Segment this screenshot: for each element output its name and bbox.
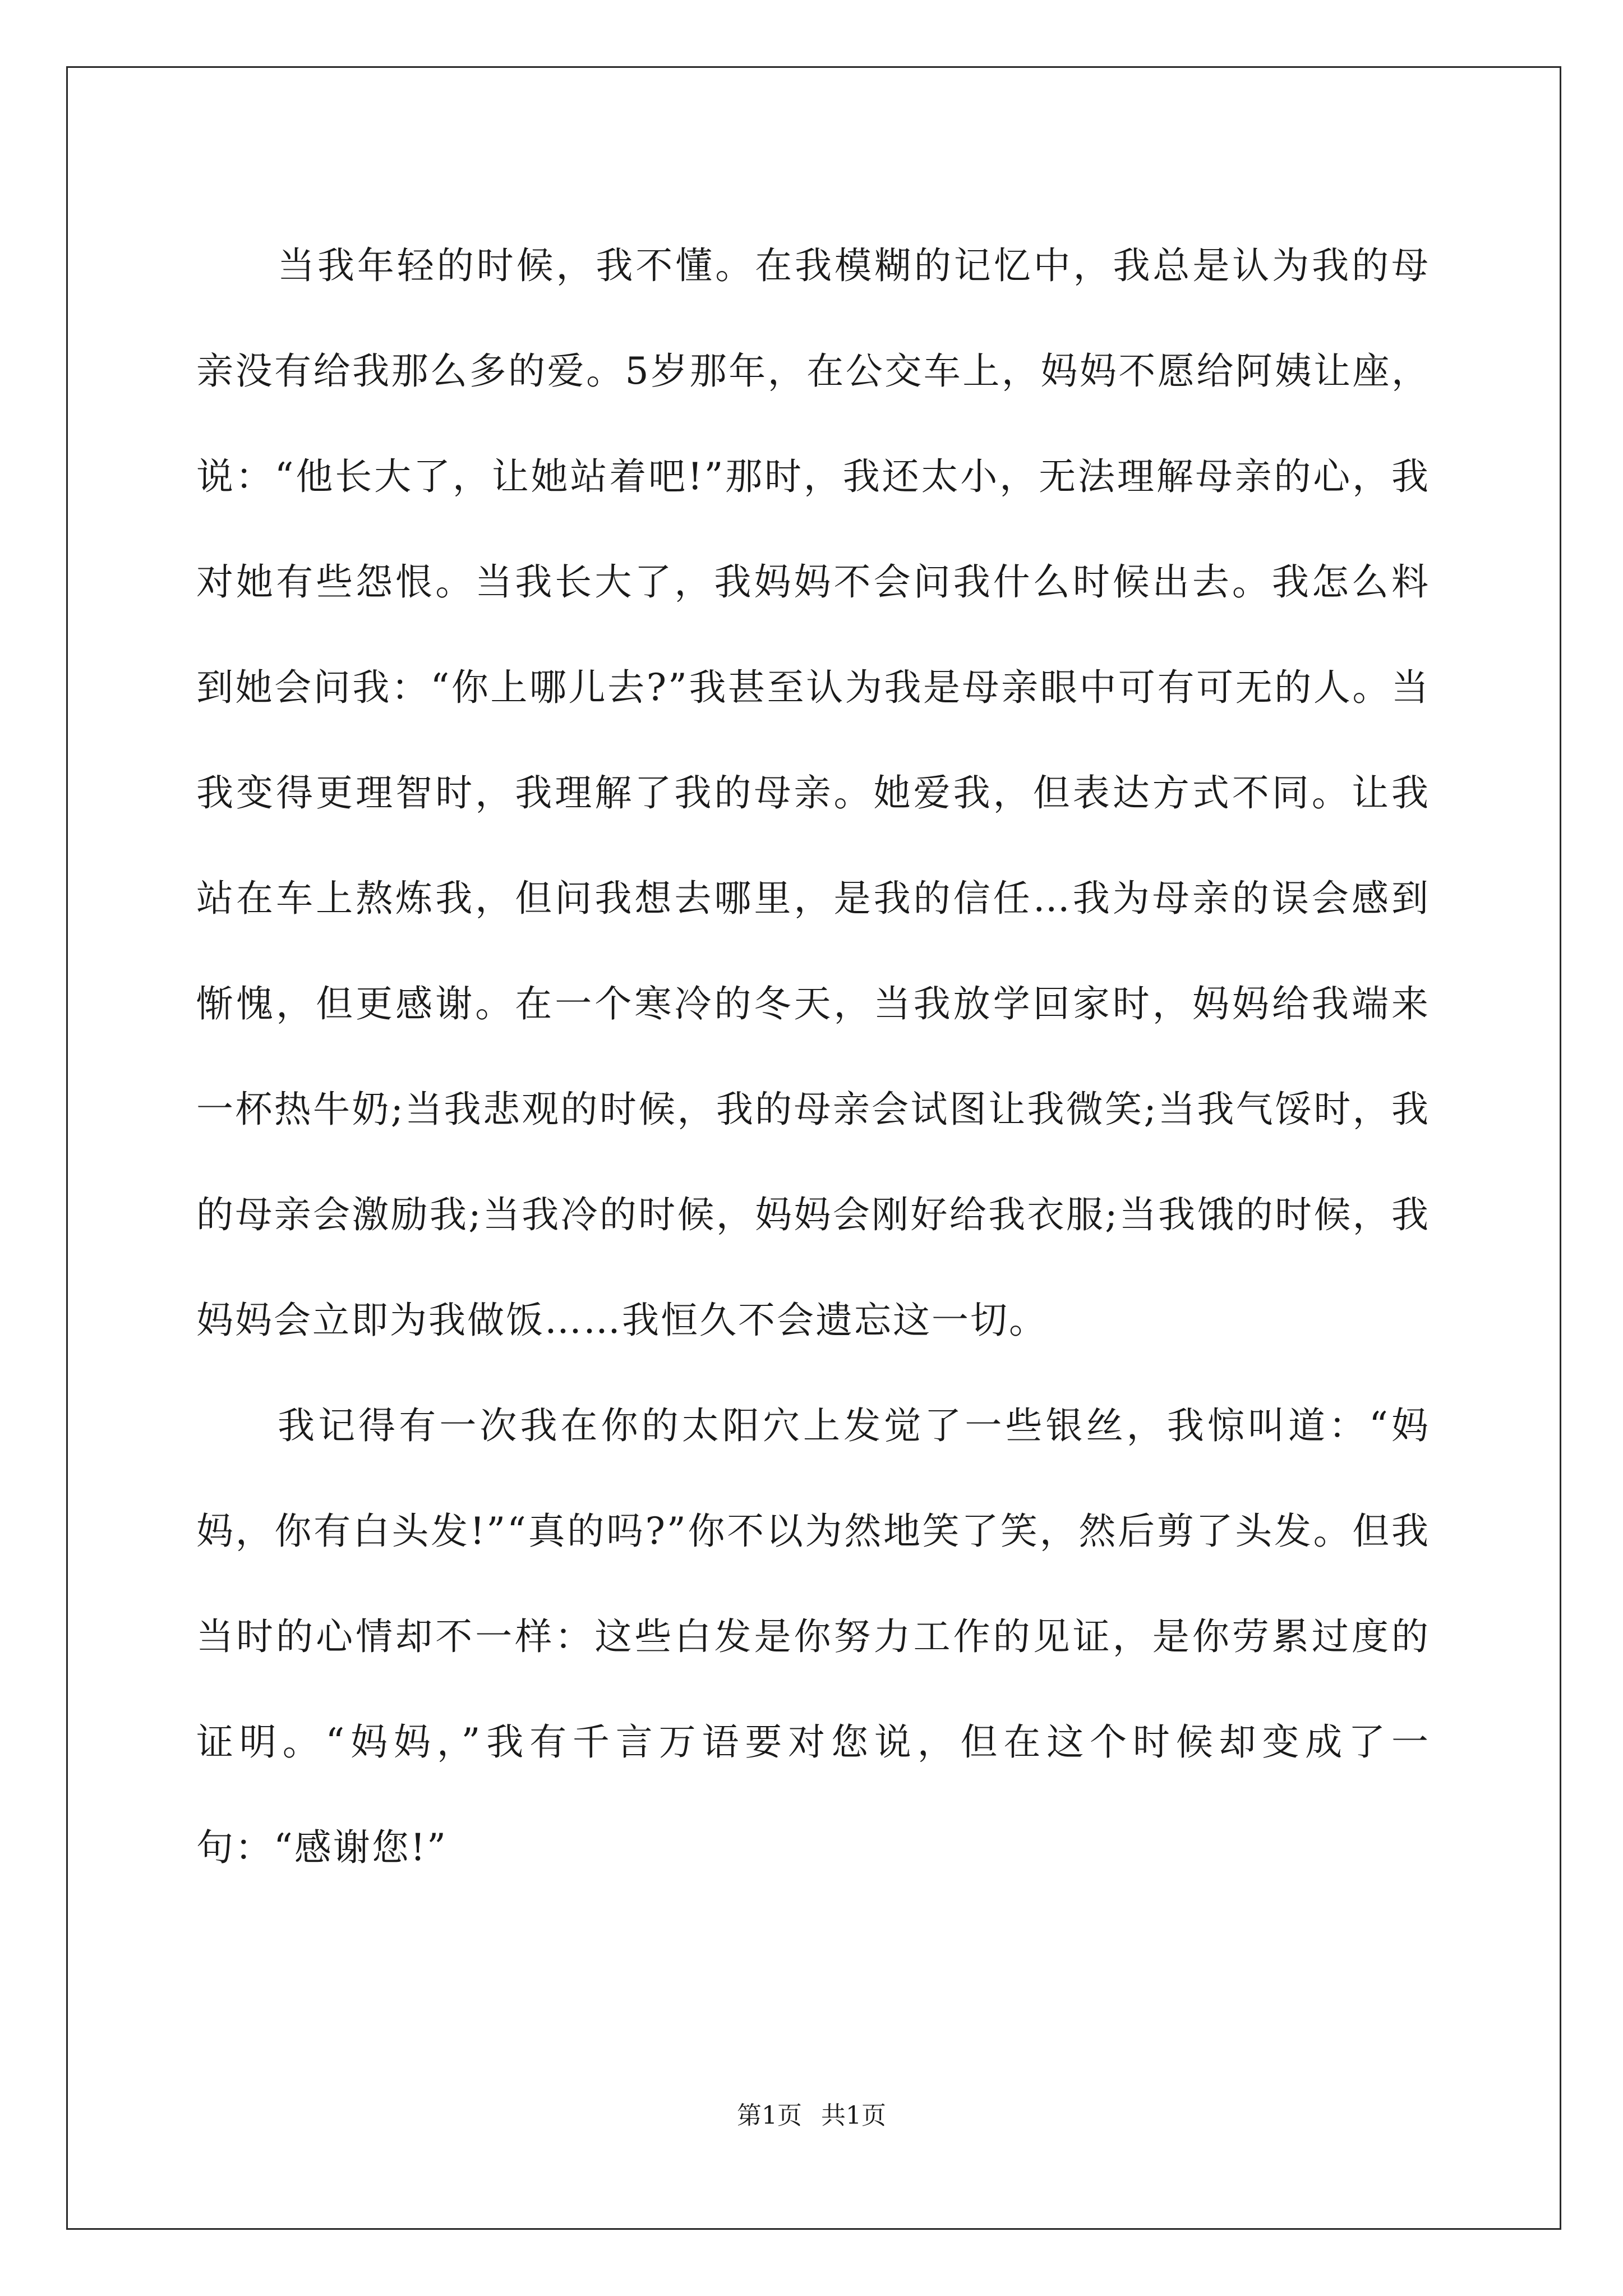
page-total: 共1页 <box>821 2101 886 2130</box>
paragraph-2: 我记得有一次我在你的太阳穴上发觉了一些银丝，我惊叫道：“妈妈，你有白头发!”“真的吗?”你不以为然地笑了笑，然后剪了头发。但我当时的心情却不一样：这些白发是你努力工作的见证，是你劳累过度的证明。“妈妈，”我有千言万语要对您说，但在这个时候却变成了一句：“感谢您!” <box>196 1404 1430 1869</box>
paragraph-1: 当我年轻的时候，我不懂。在我模糊的记忆中，我总是认为我的母亲没有给我那么多的爱。5岁那年，在公交车上，妈妈不愿给阿姨让座，说：“他长大了，让她站着吧!”那时，我还太小，无法理解母亲的心，我对她有些怨恨。当我长大了，我妈妈不会问我什么时候出去。我怎么料到她会问我：“你上哪儿去?”我甚至认为我是母亲眼中可有可无的人。当我变得更理智时，我理解了我的母亲。她爱我，但表达方式不同。让我站在车上熬炼我，但问我想去哪里，是我的信任…我为母亲的误会感到惭愧，但更感谢。在一个寒冷的冬天，当我放学回家时，妈妈给我端来一杯热牛奶;当我悲观的时候，我的母亲会试图让我微笑;当我气馁时，我的母亲会激励我;当我冷的时候，妈妈会刚好给我衣服;当我饿的时候，我妈妈会立即为我做饭……我恒久不会遗忘这一切。 <box>196 244 1430 1342</box>
page-number: 第1页 <box>737 2101 802 2130</box>
page-footer <box>0 2095 1623 2131</box>
document-body <box>196 213 1430 1901</box>
